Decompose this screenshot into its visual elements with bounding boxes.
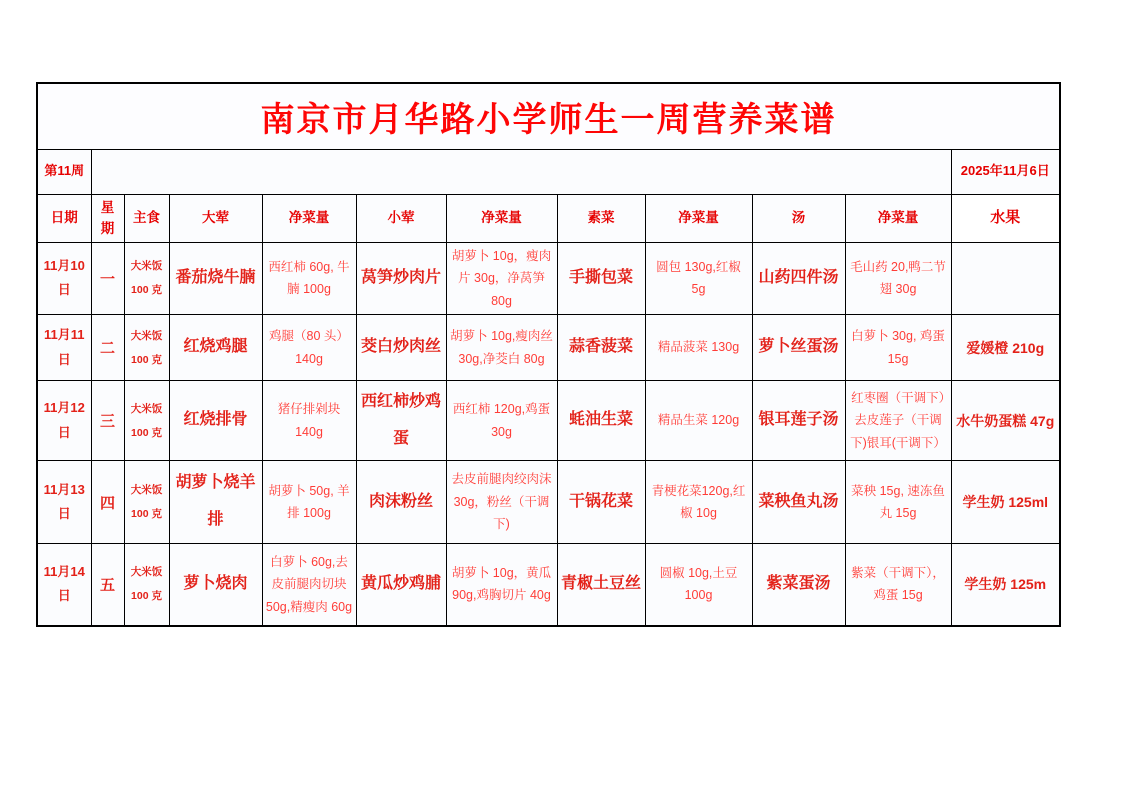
staple-cell: 大米饭 100 克 (124, 242, 169, 315)
col-header-side-qty: 净菜量 (446, 194, 557, 242)
soup-cell: 萝卜丝蛋汤 (752, 315, 845, 381)
week-row-spacer (91, 149, 951, 194)
soup-cell: 紫菜蛋汤 (752, 544, 845, 626)
soup-qty-cell: 菜秧 15g, 速冻鱼丸 15g (845, 461, 951, 544)
main-qty-cell: 猪仔排剁块 140g (262, 381, 356, 461)
side-dish-cell: 西红柿炒鸡蛋 (356, 381, 446, 461)
weekday-cell: 三 (91, 381, 124, 461)
side-qty-cell: 去皮前腿肉绞肉沫 30g，粉丝（干调下) (446, 461, 557, 544)
menu-row-wednesday (37, 381, 1060, 461)
staple-cell: 大米饭 100 克 (124, 315, 169, 381)
date-cell: 11月12日 (37, 381, 91, 461)
col-header-main-dish: 大荤 (169, 194, 262, 242)
col-header-staple: 主食 (124, 194, 169, 242)
fruit-cell: 学生奶 125ml (951, 461, 1060, 544)
date-cell: 11月14日 (37, 544, 91, 626)
col-header-soup: 汤 (752, 194, 845, 242)
col-header-side-dish: 小荤 (356, 194, 446, 242)
veg-qty-cell: 精品生菜 120g (645, 381, 752, 461)
weekday-cell: 四 (91, 461, 124, 544)
weekday-cell: 一 (91, 242, 124, 315)
menu-date: 2025年11月6日 (951, 149, 1060, 194)
header-row (37, 194, 1060, 242)
side-dish-cell: 莴笋炒肉片 (356, 242, 446, 315)
soup-cell: 银耳莲子汤 (752, 381, 845, 461)
weekday-cell: 五 (91, 544, 124, 626)
veg-dish-cell: 蚝油生菜 (557, 381, 645, 461)
main-dish-cell: 番茄烧牛腩 (169, 242, 262, 315)
page-title: 南京市月华路小学师生一周营养菜谱 (37, 83, 1060, 149)
menu-table (36, 82, 1061, 627)
veg-qty-cell: 圆包 130g,红椒 5g (645, 242, 752, 315)
veg-dish-cell: 青椒土豆丝 (557, 544, 645, 626)
main-qty-cell: 胡萝卜 50g, 羊排 100g (262, 461, 356, 544)
soup-qty-cell: 白萝卜 30g, 鸡蛋 15g (845, 315, 951, 381)
col-header-veg-dish: 素菜 (557, 194, 645, 242)
date-cell: 11月13日 (37, 461, 91, 544)
col-header-date: 日期 (37, 194, 91, 242)
veg-qty-cell: 圆椒 10g,土豆 100g (645, 544, 752, 626)
veg-qty-cell: 青梗花菜120g,红椒 10g (645, 461, 752, 544)
veg-dish-cell: 蒜香菠菜 (557, 315, 645, 381)
side-qty-cell: 胡萝卜 10g，瘦肉片 30g，净莴笋 80g (446, 242, 557, 315)
col-header-veg-qty: 净菜量 (645, 194, 752, 242)
soup-qty-cell: 红枣圈（干调下）去皮莲子（干调下)银耳(干调下） (845, 381, 951, 461)
fruit-cell (951, 242, 1060, 315)
soup-cell: 山药四件汤 (752, 242, 845, 315)
veg-dish-cell: 手撕包菜 (557, 242, 645, 315)
main-dish-cell: 红烧排骨 (169, 381, 262, 461)
main-qty-cell: 西红柿 60g, 牛腩 100g (262, 242, 356, 315)
main-qty-cell: 鸡腿（80 头）140g (262, 315, 356, 381)
main-dish-cell: 红烧鸡腿 (169, 315, 262, 381)
col-header-weekday: 星期 (91, 194, 124, 242)
veg-dish-cell: 干锅花菜 (557, 461, 645, 544)
soup-qty-cell: 紫菜（干调下），鸡蛋 15g (845, 544, 951, 626)
fruit-cell: 爱媛橙 210g (951, 315, 1060, 381)
staple-cell: 大米饭 100 克 (124, 381, 169, 461)
weekday-cell: 二 (91, 315, 124, 381)
side-dish-cell: 茭白炒肉丝 (356, 315, 446, 381)
col-header-main-qty: 净菜量 (262, 194, 356, 242)
soup-qty-cell: 毛山药 20,鸭二节翅 30g (845, 242, 951, 315)
side-dish-cell: 黄瓜炒鸡脯 (356, 544, 446, 626)
main-qty-cell: 白萝卜 60g,去皮前腿肉切块 50g,精瘦肉 60g (262, 544, 356, 626)
main-dish-cell: 萝卜烧肉 (169, 544, 262, 626)
fruit-cell: 水牛奶蛋糕 47g (951, 381, 1060, 461)
fruit-cell: 学生奶 125m (951, 544, 1060, 626)
date-cell: 11月10日 (37, 242, 91, 315)
side-qty-cell: 西红柿 120g,鸡蛋 30g (446, 381, 557, 461)
date-cell: 11月11日 (37, 315, 91, 381)
col-header-soup-qty: 净菜量 (845, 194, 951, 242)
veg-qty-cell: 精品菠菜 130g (645, 315, 752, 381)
week-number: 第11周 (37, 149, 91, 194)
side-dish-cell: 肉沫粉丝 (356, 461, 446, 544)
side-qty-cell: 胡萝卜 10g，黄瓜 90g,鸡胸切片 40g (446, 544, 557, 626)
menu-row-tuesday (37, 315, 1060, 381)
menu-row-monday (37, 242, 1060, 315)
staple-cell: 大米饭 100 克 (124, 461, 169, 544)
col-header-fruit: 水果 (951, 194, 1060, 242)
soup-cell: 菜秧鱼丸汤 (752, 461, 845, 544)
menu-row-friday (37, 544, 1060, 626)
staple-cell: 大米饭 100 克 (124, 544, 169, 626)
side-qty-cell: 胡萝卜 10g,瘦肉丝 30g,净茭白 80g (446, 315, 557, 381)
main-dish-cell: 胡萝卜烧羊排 (169, 461, 262, 544)
menu-row-thursday (37, 461, 1060, 544)
